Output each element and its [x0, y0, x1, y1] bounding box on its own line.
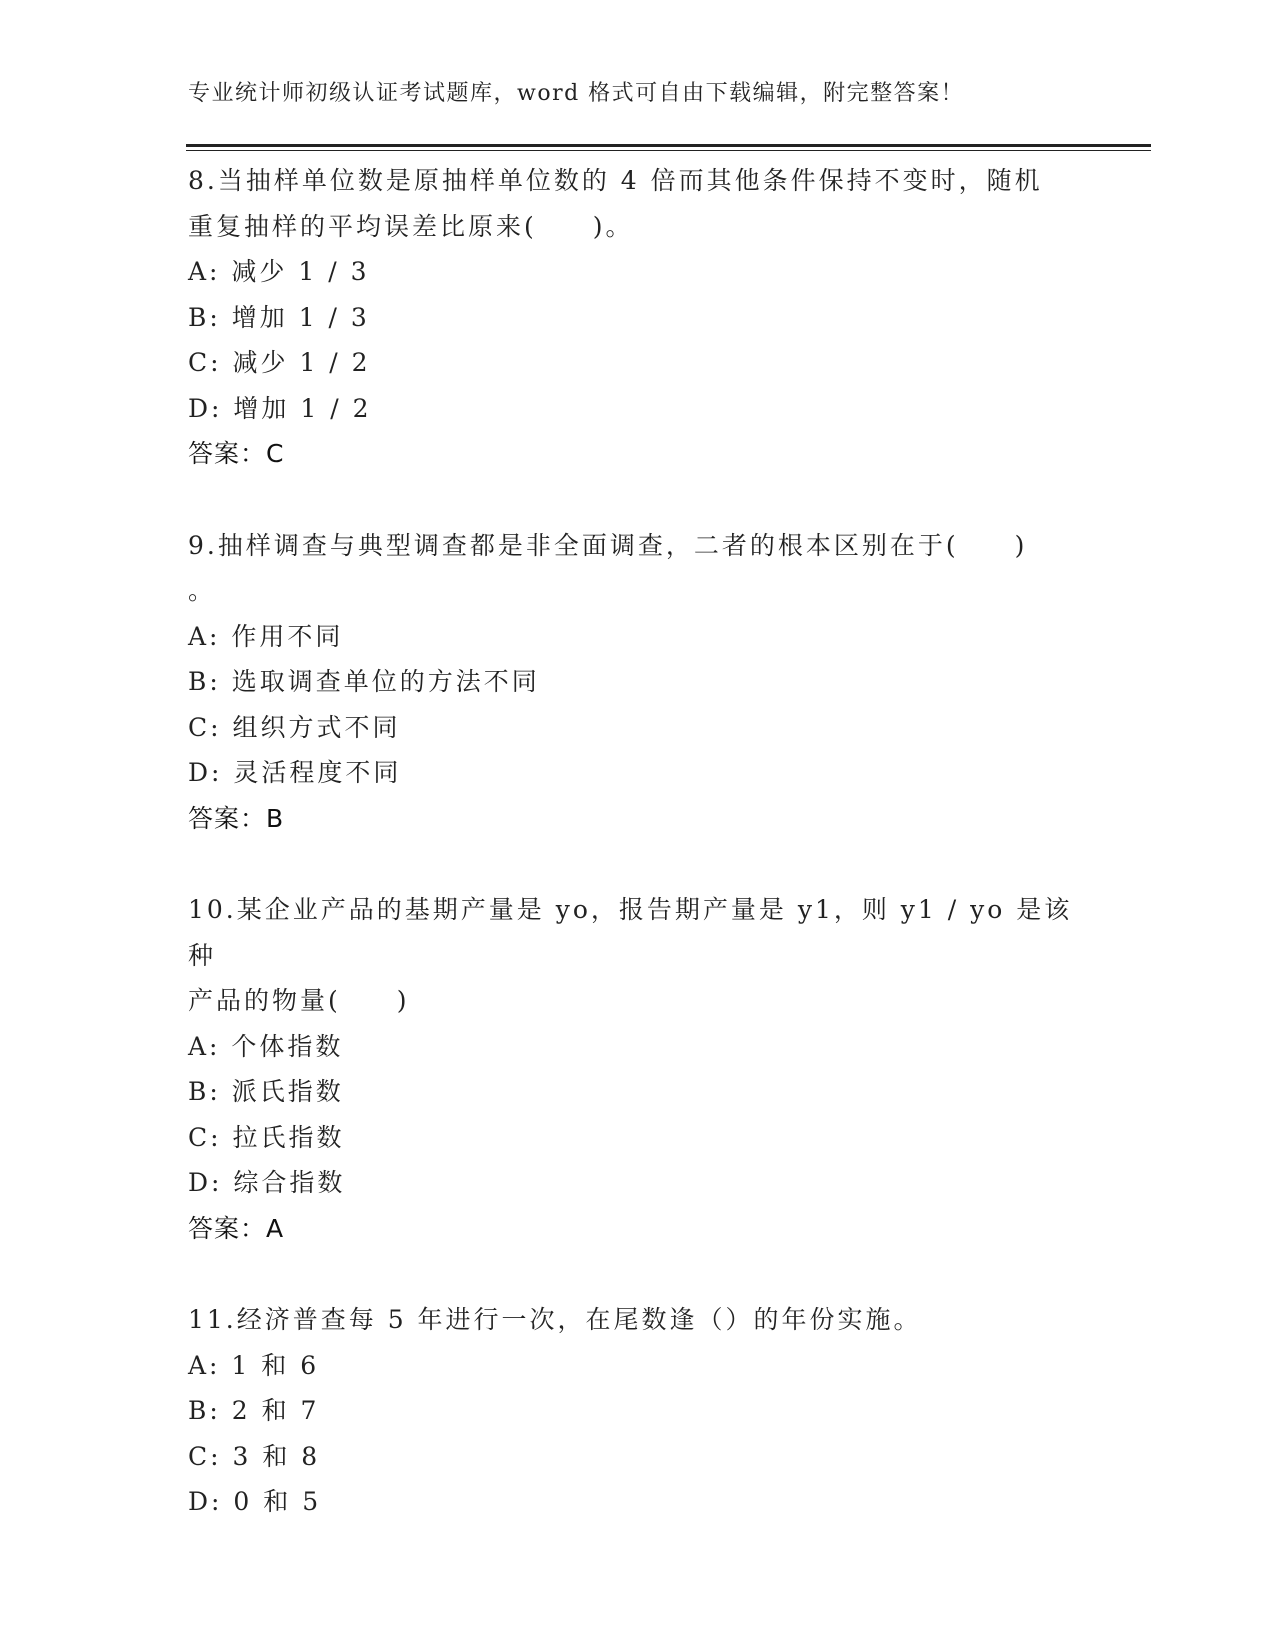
question-list	[188, 158, 1088, 1571]
option-a: A: 作用不同	[188, 621, 344, 651]
header-divider-thin	[186, 150, 1151, 151]
answer-label: 答案：B	[188, 803, 285, 833]
option-b: B: 2 和 7	[188, 1396, 320, 1425]
question-stem-line: 9.抽样调查与典型调查都是非全面调查，二者的根本区别在于( )	[188, 530, 1028, 560]
question-10	[188, 887, 1088, 1251]
option-c: C: 组织方式不同	[188, 712, 401, 742]
page-header: 专业统计师初级认证考试题库，word 格式可自由下载编辑，附完整答案！	[188, 81, 965, 106]
option-c: C: 减少 1 / 2	[188, 348, 371, 377]
option-b: B: 派氏指数	[188, 1077, 344, 1106]
option-b: B: 选取调查单位的方法不同	[188, 667, 540, 696]
option-b: B: 增加 1 / 3	[188, 302, 370, 332]
option-a: A: 减少 1 / 3	[188, 257, 370, 286]
question-9	[188, 523, 1088, 842]
option-c: C: 3 和 8	[188, 1441, 321, 1471]
question-stem-line: 产品的物量( )	[188, 986, 410, 1015]
question-stem-line: 重复抽样的平均误差比原来( )。	[188, 211, 634, 241]
option-d: D: 灵活程度不同	[188, 758, 402, 787]
answer-label: 答案：C	[188, 439, 285, 468]
question-11	[188, 1297, 1088, 1525]
question-stem-line: 11.经济普查每 5 年进行一次，在尾数逢（）的年份实施。	[188, 1305, 922, 1334]
option-a: A: 1 和 6	[188, 1350, 320, 1380]
option-c: C: 拉氏指数	[188, 1122, 345, 1152]
question-stem-line: 。	[188, 576, 217, 605]
question-stem-line: 10.某企业产品的基期产量是 yo，报告期产量是 y1，则 y1 / yo 是该种	[188, 895, 1073, 970]
header-divider-thick	[186, 144, 1151, 147]
option-d: D: 增加 1 / 2	[188, 393, 372, 423]
option-a: A: 个体指数	[188, 1031, 344, 1061]
answer-label: 答案：A	[188, 1213, 285, 1243]
question-8	[188, 158, 1088, 477]
option-d: D: 综合指数	[188, 1168, 346, 1197]
option-d: D: 0 和 5	[188, 1487, 322, 1516]
question-stem-line: 8.当抽样单位数是原抽样单位数的 4 倍而其他条件保持不变时，随机	[188, 166, 1043, 195]
